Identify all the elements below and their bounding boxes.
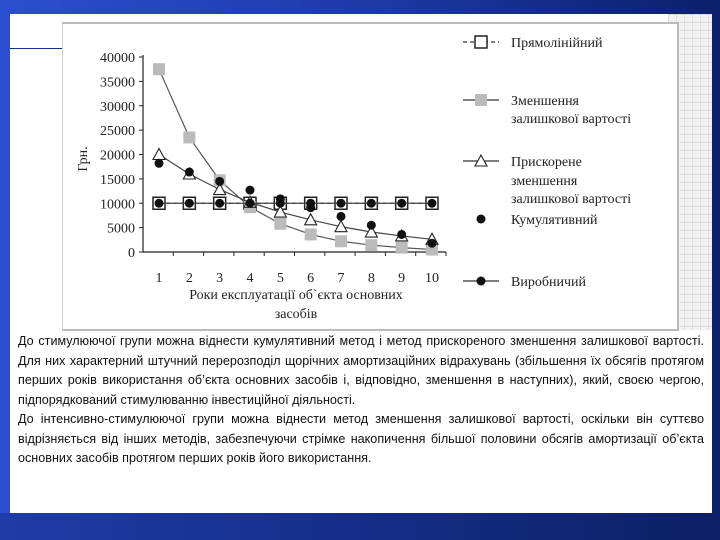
y-tick-label: 40000 xyxy=(100,51,135,66)
paragraph-intensive: До інтенсивно-стимулюючої групи можна віднести метод зменшення залишкової вартості, оскільки він суттєво відрізняється від інших методів, забезпечуючи стрімке накопичення більшої половини обсягів амортизації об’єкта основних засобів протягом перших років його використання. xyxy=(18,412,704,465)
data-point-series-3 xyxy=(215,177,224,186)
y-tick-label: 25000 xyxy=(100,124,135,140)
legend-marker-1 xyxy=(475,94,487,106)
x-tick-label: 2 xyxy=(185,271,193,286)
y-axis-label: Грн. xyxy=(76,146,91,172)
data-point-series-4 xyxy=(428,199,437,208)
data-point-series-4 xyxy=(215,199,224,208)
x-tick-label: 1 xyxy=(155,271,163,286)
data-point-series-3 xyxy=(428,239,437,248)
legend-label: Зменшення xyxy=(511,94,579,109)
x-tick-label: 9 xyxy=(398,271,406,286)
depreciation-chart xyxy=(62,22,679,331)
y-tick-label: 35000 xyxy=(100,75,135,91)
data-point-series-3 xyxy=(155,159,164,168)
data-point-series-1 xyxy=(183,131,195,143)
x-tick-label: 5 xyxy=(276,271,284,286)
x-tick-label: 10 xyxy=(425,271,439,286)
legend-label: залишкової вартості xyxy=(511,112,632,127)
legend-marker-4 xyxy=(477,277,486,286)
data-point-series-1 xyxy=(153,63,165,75)
data-point-series-2 xyxy=(153,149,165,160)
x-tick-label: 6 xyxy=(307,271,315,286)
title-rule xyxy=(10,48,62,49)
data-point-series-4 xyxy=(246,199,255,208)
data-point-series-4 xyxy=(185,199,194,208)
x-tick-label: 8 xyxy=(367,271,375,286)
y-tick-label: 20000 xyxy=(100,148,135,164)
x-axis-label: Роки експлуатації об`єкта основних xyxy=(189,288,403,303)
y-tick-label: 15000 xyxy=(100,172,135,188)
data-point-series-4 xyxy=(155,199,164,208)
data-point-series-3 xyxy=(246,186,255,195)
data-point-series-3 xyxy=(367,221,376,230)
data-point-series-4 xyxy=(367,199,376,208)
legend-label: Виробничий xyxy=(511,275,586,290)
y-tick-label: 30000 xyxy=(100,99,135,115)
data-point-series-4 xyxy=(306,199,315,208)
data-point-series-3 xyxy=(185,168,194,177)
chart-svg xyxy=(63,24,677,329)
data-point-series-1 xyxy=(365,239,377,251)
y-tick-label: 10000 xyxy=(100,197,135,213)
legend-marker-3 xyxy=(477,215,486,224)
y-tick-label: 5000 xyxy=(107,221,135,237)
body-text xyxy=(18,332,704,469)
data-point-series-3 xyxy=(397,230,406,239)
data-point-series-4 xyxy=(276,199,285,208)
x-tick-label: 3 xyxy=(216,271,224,286)
legend-label: Кумулятивний xyxy=(511,213,598,228)
legend-marker-0 xyxy=(475,36,487,48)
x-tick-label: 7 xyxy=(337,271,345,286)
data-point-series-4 xyxy=(337,199,346,208)
x-tick-label: 4 xyxy=(246,271,254,286)
data-point-series-1 xyxy=(305,228,317,240)
legend-label: зменшення xyxy=(511,174,578,189)
x-axis-label: засобів xyxy=(274,307,318,322)
series-line-2 xyxy=(159,155,432,240)
legend-label: Прискорене xyxy=(511,155,582,170)
paragraph-stimulating: До стимулюючої групи можна віднести кумулятивний метод і метод прискореного зменшення залишкової вартості. Для них характерний штучний перерозподіл щорічних амортизаційних відрахувань (збільшення їх обсягів протягом перших років використання об’єкта основних засобів і, відповідно, зменшення в наступних), який, своєю чергою, підпорядкований стимулюванню інвестиційної діяльності. xyxy=(18,334,704,407)
legend-label: залишкової вартості xyxy=(511,192,632,207)
data-point-series-4 xyxy=(397,199,406,208)
series-line-1 xyxy=(159,69,432,249)
bottom-band xyxy=(0,513,720,540)
legend-label: Прямолінійний xyxy=(511,36,603,51)
data-point-series-3 xyxy=(337,212,346,221)
data-point-series-1 xyxy=(396,242,408,254)
y-tick-label: 0 xyxy=(128,246,135,261)
data-point-series-1 xyxy=(274,218,286,230)
data-point-series-1 xyxy=(335,235,347,247)
